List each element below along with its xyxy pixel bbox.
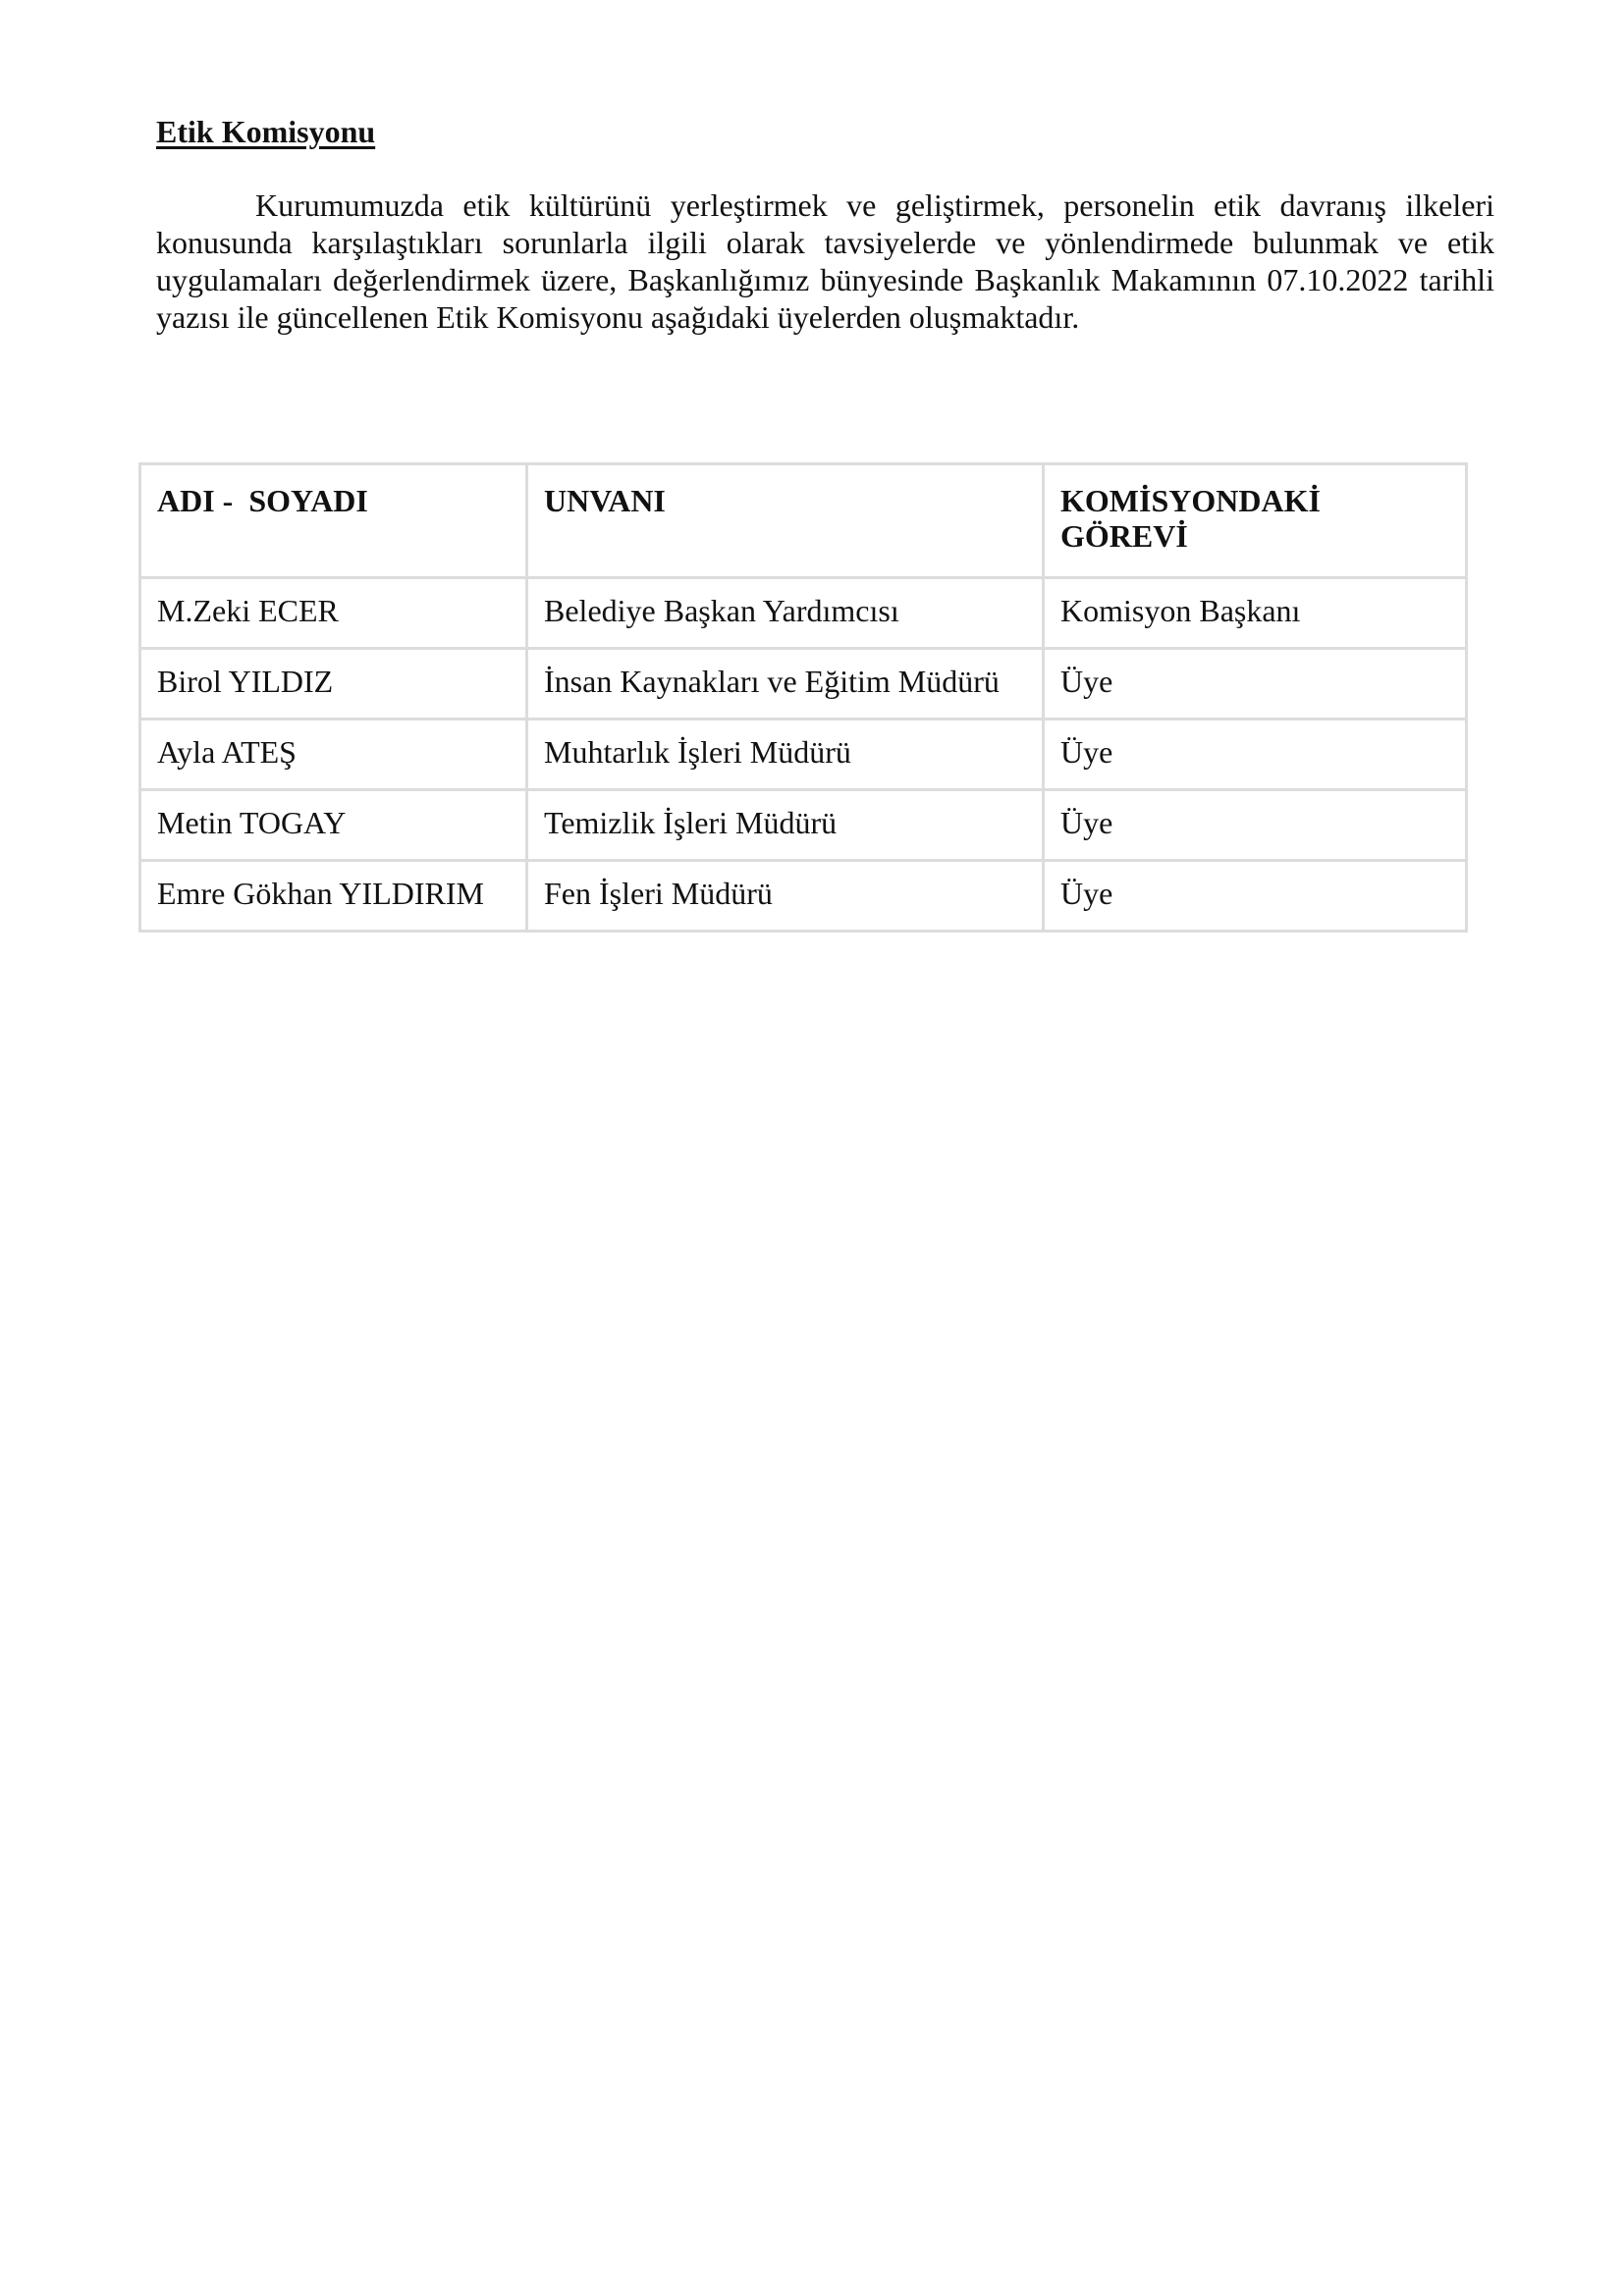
members-table (138, 462, 1468, 933)
member-role: Üye (1044, 861, 1467, 932)
header-role: KOMİSYONDAKİ GÖREVİ (1044, 464, 1467, 578)
table-row (140, 861, 1467, 932)
member-name: M.Zeki ECER (140, 578, 527, 649)
member-title: Temizlik İşleri Müdürü (527, 790, 1044, 861)
table-row (140, 720, 1467, 790)
member-role: Komisyon Başkanı (1044, 578, 1467, 649)
member-role: Üye (1044, 790, 1467, 861)
member-title: Muhtarlık İşleri Müdürü (527, 720, 1044, 790)
member-name: Emre Gökhan YILDIRIM (140, 861, 527, 932)
member-name: Metin TOGAY (140, 790, 527, 861)
table-row (140, 578, 1467, 649)
header-title: UNVANI (527, 464, 1044, 578)
intro-paragraph: Kurumumuzda etik kültürünü yerleştirmek ve geliştirmek, personelin etik davranış ilkeleri konusunda karşılaştıkları sorunlarla ilgili olarak tavsiyelerde ve yönlendirmede bulunmak ve etik uygulamaları değerlendirmek üzere, Başkanlığımız bünyesinde Başkanlık Makamının 07.10.2022 tarihli yazısı ile güncellenen Etik Komisyonu aşağıdaki üyelerden oluşmaktadır. (156, 187, 1494, 335)
member-title: Belediye Başkan Yardımcısı (527, 578, 1044, 649)
member-title: İnsan Kaynakları ve Eğitim Müdürü (527, 649, 1044, 720)
header-name: ADI - SOYADI (140, 464, 527, 578)
member-name: Birol YILDIZ (140, 649, 527, 720)
member-role: Üye (1044, 649, 1467, 720)
table-header-row (140, 464, 1467, 578)
member-name: Ayla ATEŞ (140, 720, 527, 790)
table-row (140, 649, 1467, 720)
page-title: Etik Komisyonu (156, 114, 376, 149)
member-role: Üye (1044, 720, 1467, 790)
member-title: Fen İşleri Müdürü (527, 861, 1044, 932)
table-row (140, 790, 1467, 861)
